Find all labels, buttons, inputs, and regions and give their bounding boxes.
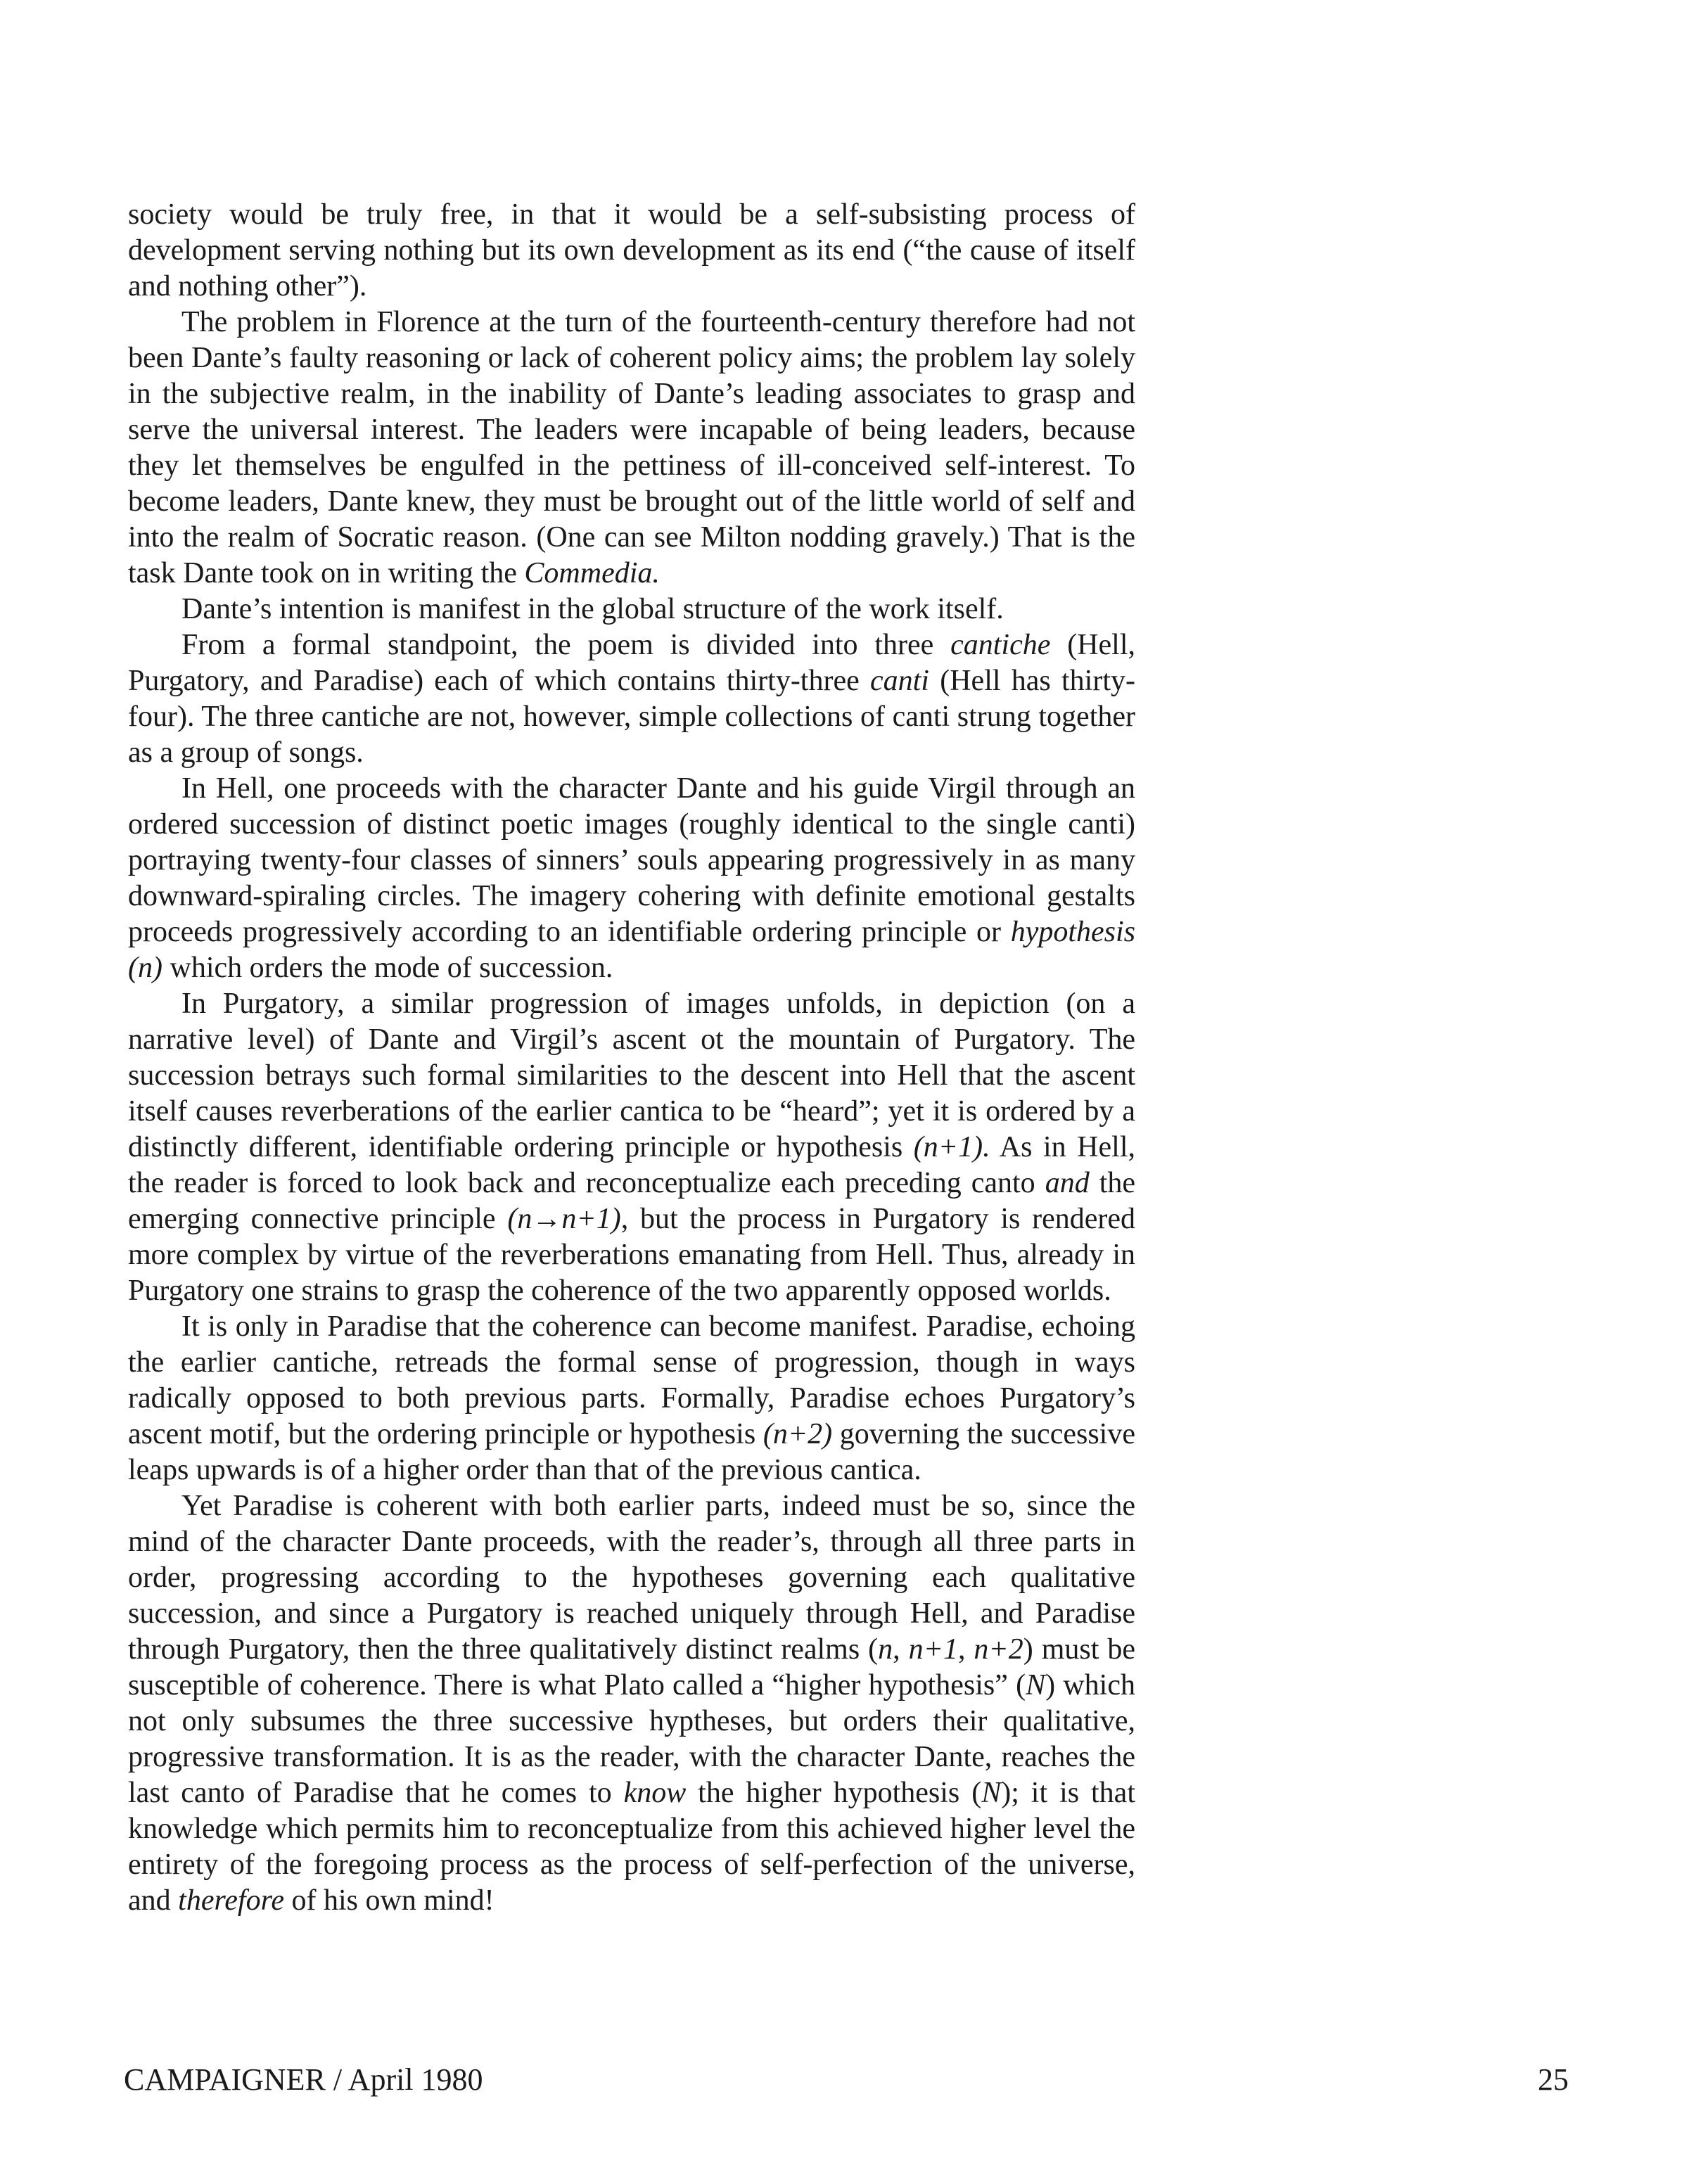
text-run: which orders the mode of succession. [162,952,613,984]
italic-run: cantiche [950,629,1051,661]
text-run: of his own mind! [284,1884,495,1917]
page-number: 25 [1538,2062,1569,2097]
italic-run: know [623,1777,687,1809]
text-run: Dante’s intention is manifest in the global structure of the work itself. [181,593,1004,625]
italic-run: (n+1). [913,1131,990,1163]
article-body [128,197,1135,1919]
paragraph-4 [128,627,1135,771]
paragraph-7 [128,1309,1135,1488]
italic-run: n+2 [974,1633,1023,1666]
paragraph-6 [128,986,1135,1309]
paragraph-3 [128,592,1135,627]
text-run: ) must be susceptible of coherence. There is what Plato called a “higher hypothesis” ( [128,1633,1136,1701]
text-run: Yet Paradise is coherent with both earlier parts, indeed must be so, since the mind of the character Dante proceeds, with the reader’s, through all three parts in order, progressing according to the hypotheses governing each qualitative succession, and since a Purgatory is reached uniquely through Hell, and Paradise through Purgatory, then the three qualitatively distinct realms ( [128,1490,1135,1666]
italic-run: and [1045,1167,1090,1199]
publication-line: CAMPAIGNER / April 1980 [124,2062,483,2097]
text-run: From a formal standpoint, the poem is divided into three [181,629,951,661]
text-run: the higher hypothesis ( [686,1777,982,1809]
paragraph-5 [128,771,1135,986]
italic-run: n+1 [908,1633,958,1666]
paragraph-8 [128,1488,1135,1919]
italic-run: (n→n+1) [507,1203,621,1235]
text-run: , but the process in Purgatory is rendered more complex by virtue of the reverberations emanating from Hell. Thus, already in Purgatory one strains to grasp the coherence of the two apparently opposed worlds. [128,1203,1136,1307]
italic-run: N [981,1777,1002,1809]
text-run: the emerging connective principle [128,1167,1135,1235]
text-run: It is only in Paradise that the coherence can become manifest. Paradise, echoing the earlier cantiche, retreads the formal sense of progression, though in ways radically opposed to both previous parts. Formally, Paradise echoes Purgatory’s ascent motif, but the ordering principle or hypothesis [128,1310,1135,1450]
paragraph-1 [128,197,1135,305]
text-run: The problem in Florence at the turn of the fourteenth-century therefore had not been Dante’s faulty reasoning or lack of coherent policy aims; the problem lay solely in the subjective realm, in the inability of Dante’s leading associates to grasp and serve the universal interest. The leaders were incapable of being leaders, because they let themselves be engulfed in the pettiness of ill-conceived self-interest. To become leaders, Dante knew, they must be brought out of the little world of self and into the realm of Socratic reason. (One can see Milton nodding gravely.) That is the task Dante took on in writing the [128,306,1135,589]
paragraph-2 [128,305,1135,592]
italic-run: therefore [178,1884,284,1917]
text-run: As in Hell, the reader is forced to look back and reconceptualize each preceding canto [128,1131,1135,1199]
text-run: In Purgatory, a similar progression of images unfolds, in depiction (on a narrative level) of Dante and Virgil’s ascent ot the mountain of Purgatory. The succession betrays such formal similarities to the descent into Hell that the ascent itself causes reverberations of the earlier cantica to be “heard”; yet it is ordered by a distinctly different, identifiable ordering principle or hypothesis [128,988,1135,1163]
text-run: society would be truly free, in that it would be a self-subsisting process of development serving nothing but its own development as its end (“the cause of itself and nothing other”). [128,198,1135,302]
italic-run: (n+2) [763,1418,833,1450]
text-run: ) which not only subsumes the three successive hyptheses, but orders their qualitative, progressive transformation. It is as the reader, with the character Dante, reaches the last canto of Paradise that he comes to [128,1669,1135,1809]
text-run: (Hell has thirty-four). The three cantiche are not, however, simple collections of canti strung together as a group of songs. [128,665,1135,769]
italic-run: n [878,1633,893,1666]
italic-run: hypothesis (n) [128,916,1135,984]
text-run: governing the successive leaps upwards is of a higher order than that of the previous cantica. [128,1418,1135,1486]
italic-run: Commedia. [524,557,660,589]
text-run: , [957,1633,974,1666]
text-run: ); it is that knowledge which permits him to reconceptualize from this achieved higher level the entirety of the foregoing process as the process of self-perfection of the universe, and [128,1777,1135,1917]
text-run: (Hell, Purgatory, and Paradise) each of which contains thirty-three [128,629,1135,697]
text-run: In Hell, one proceeds with the character Dante and his guide Virgil through an ordered succession of distinct poetic images (roughly identical to the single canti) portraying twenty-four classes of sinners’ souls appearing progressively in as many downward-spiraling circles. The imagery cohering with definite emotional gestalts proceeds progressively according to an identifiable ordering principle or [128,772,1135,948]
italic-run: canti [870,665,929,697]
text-run: , [893,1633,909,1666]
italic-run: N [1026,1669,1046,1701]
